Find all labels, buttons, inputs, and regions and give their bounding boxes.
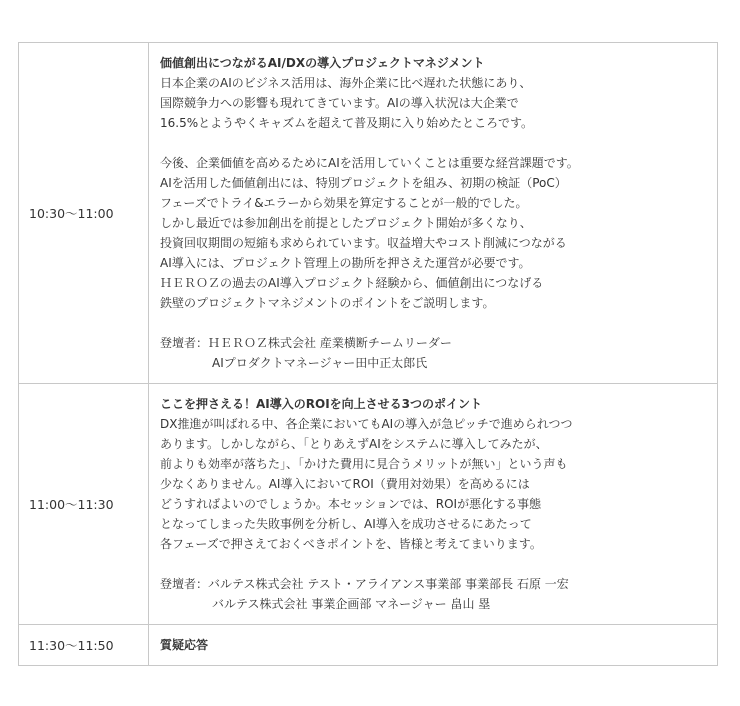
session-time: 10:30〜11:00 (19, 43, 149, 384)
description-line: ＨＥＲＯＺの過去のAI導入プロジェクト経験から、価値創出につなげる (160, 276, 544, 290)
speaker-line (160, 594, 707, 614)
description-line: AIを活用した価値創出には、特別プロジェクトを組み、初期の検証（PoC） (160, 176, 567, 190)
speaker-label: 登壇者： (160, 336, 209, 350)
description-line: DX推進が叫ばれる中、各企業においてもAIの導入が急ピッチで進められつつ (160, 417, 573, 431)
description-line: 16.5%とようやくキャズムを超えて普及期に入り始めたところです。 (160, 116, 534, 130)
session-content (149, 625, 718, 666)
session-title: ここを押さえる！AI導入のROIを向上させる3つのポイント (160, 397, 483, 411)
speaker-name: ＨＥＲＯＺ株式会社 産業横断チームリーダー (208, 336, 452, 350)
session-schedule-table (18, 42, 718, 666)
paragraph-spacer (160, 133, 707, 153)
description-line: 今後、企業価値を高めるためにAIを活用していくことは重要な経営課題です。 (160, 156, 579, 170)
description-line: フェーズでトライ&エラーから効果を算定することが一般的でした。 (160, 196, 528, 210)
paragraph-spacer (160, 313, 707, 333)
description-line: 日本企業のAIのビジネス活用は、海外企業に比べ遅れた状態にあり、 (160, 76, 532, 90)
session-row (19, 625, 718, 666)
session-title: 質疑応答 (160, 638, 209, 652)
speaker-name: AIプロダクトマネージャー田中正太郎氏 (212, 356, 428, 370)
speaker-line (160, 574, 707, 594)
description-line: AI導入には、プロジェクト管理上の勘所を押さえた運営が必要です。 (160, 256, 531, 270)
description-line: となってしまった失敗事例を分析し、AI導入を成功させるにあたって (160, 517, 532, 531)
speaker-label: 登壇者： (160, 577, 209, 591)
session-row (19, 384, 718, 625)
session-content (149, 43, 718, 384)
session-time: 11:30〜11:50 (19, 625, 149, 666)
description-line: あります。しかしながら、「とりあえずAIをシステムに導入してみたが、 (160, 437, 548, 451)
paragraph-spacer (160, 554, 707, 574)
description-line: しかし最近では参加創出を前提としたプロジェクト開始が多くなり、 (160, 216, 532, 230)
description-line: 前よりも効率が落ちた」、「かけた費用に見合うメリットが無い」という声も (160, 457, 568, 471)
description-line: 各フェーズで押さえておくべきポイントを、皆様と考えてまいります。 (160, 537, 542, 551)
speaker-name: バルテス株式会社 テスト・アライアンス事業部 事業部長 石原 一宏 (208, 577, 569, 591)
session-row (19, 43, 718, 384)
session-content (149, 384, 718, 625)
description-line: 国際競争力への影響も現れてきています。AIの導入状況は大企業で (160, 96, 519, 110)
description-line: 鉄壁のプロジェクトマネジメントのポイントをご説明します。 (160, 296, 495, 310)
description-line: 投資回収期間の短縮も求められています。収益増大やコスト削減につながる (160, 236, 567, 250)
session-title: 価値創出につながるAI/DXの導入プロジェクトマネジメント (160, 56, 485, 70)
speaker-line (160, 333, 707, 353)
speaker-name: バルテス株式会社 事業企画部 マネージャー 畠山 塁 (212, 597, 491, 611)
speaker-line (160, 353, 707, 373)
session-time: 11:00〜11:30 (19, 384, 149, 625)
description-line: どうすればよいのでしょうか。本セッションでは、ROIが悪化する事態 (160, 497, 542, 511)
description-line: 少なくありません。AI導入においてROI（費用対効果）を高めるには (160, 477, 530, 491)
